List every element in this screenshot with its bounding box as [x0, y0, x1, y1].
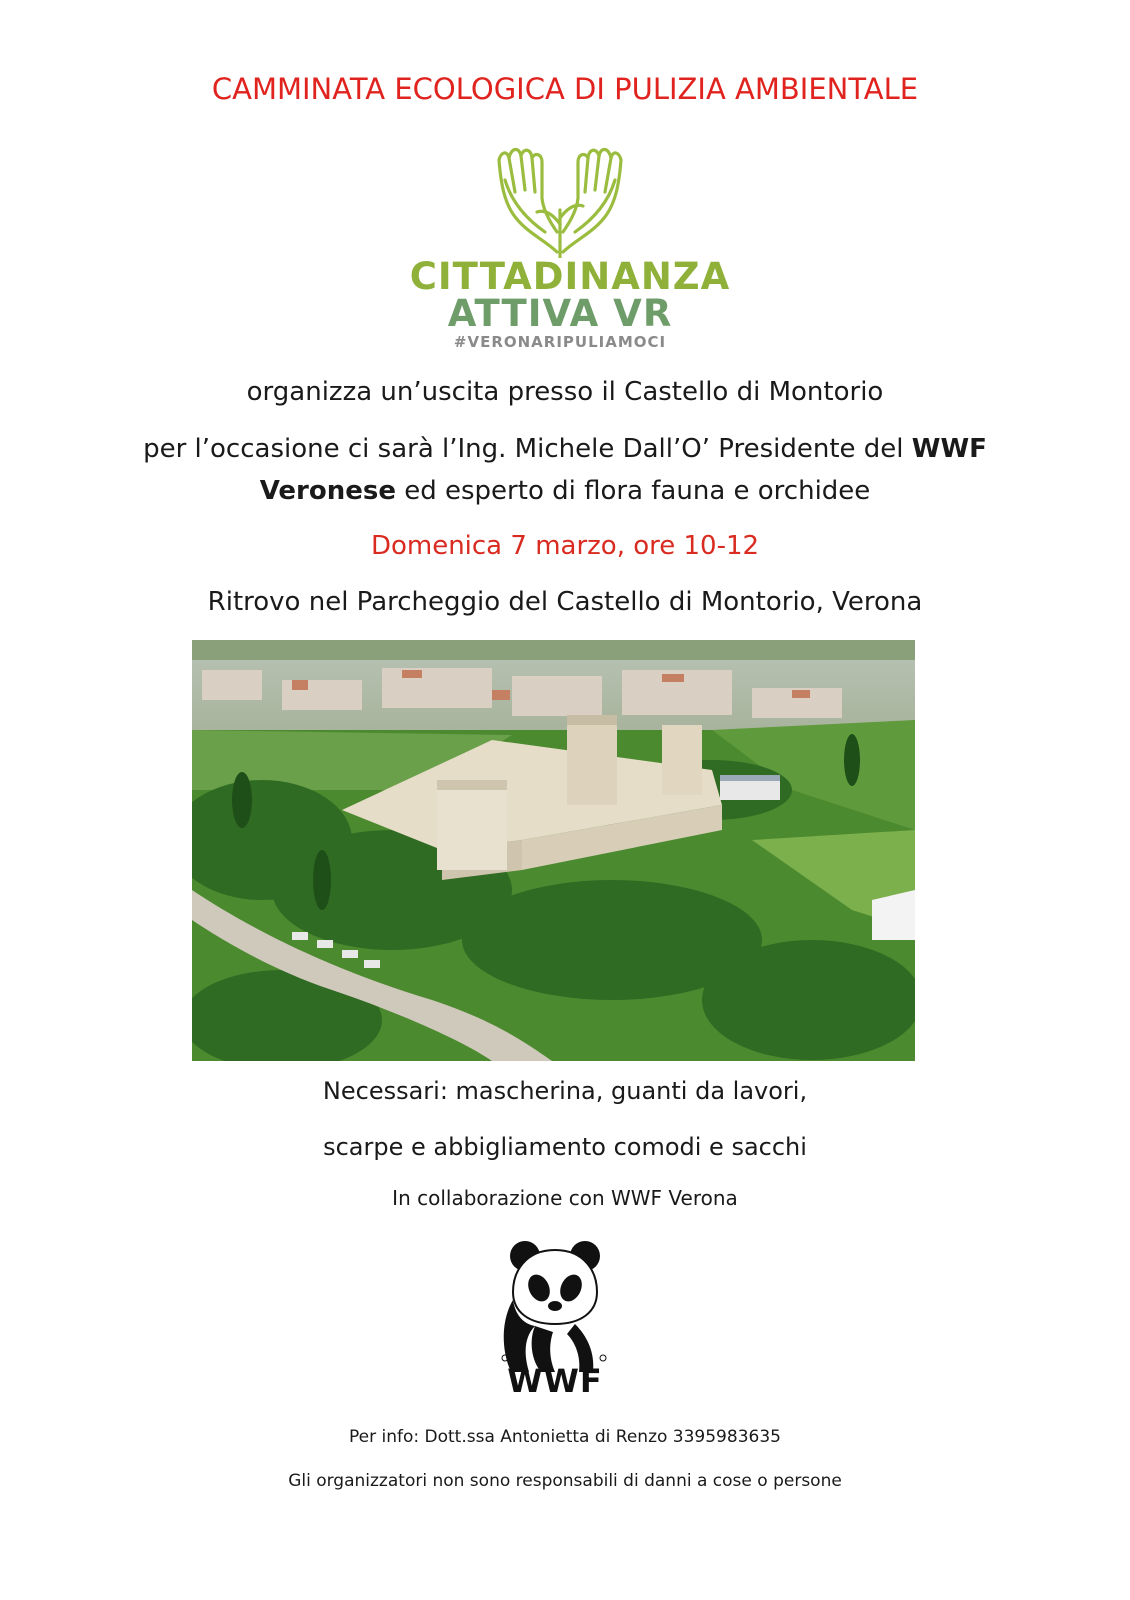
hands-plant-icon: [495, 140, 625, 258]
needs-line1: Necessari: mascherina, guanti da lavori,: [322, 1077, 808, 1105]
cittadinanza-attiva-logo: [400, 140, 740, 360]
guest-text-line2: [0, 476, 1130, 506]
guest-text-line1: [0, 434, 1130, 464]
logo-line2: ATTIVA VR: [447, 292, 673, 335]
needs-line2: scarpe e abbigliamento comodi e sacchi: [323, 1133, 807, 1161]
castle-aerial-photo: [192, 640, 915, 1061]
disclaimer: Gli organizzatori non sono responsabili di danni a cose o persone: [288, 1471, 842, 1491]
intro-text: organizza un’uscita presso il Castello di Montorio: [246, 377, 884, 407]
guest-bold-wwf: WWF: [911, 434, 987, 464]
event-title: CAMMINATA ECOLOGICA DI PULIZIA AMBIENTALE: [211, 72, 919, 106]
guest-bold-veronese: Veronese: [259, 476, 396, 506]
guest-part1: per l’occasione ci sarà l’Ing. Michele Dall’O’ Presidente del: [143, 434, 912, 464]
wwf-logo-text: WWF: [507, 1362, 603, 1400]
guest-part2: ed esperto di flora fauna e orchidee: [395, 476, 871, 506]
logo-hashtag: #VERONARIPULIAMOCI: [453, 333, 667, 351]
event-date: Domenica 7 marzo, ore 10-12: [370, 531, 760, 561]
collaboration-text: In collaborazione con WWF Verona: [392, 1186, 738, 1210]
logo-line1: CITTADINANZA: [409, 255, 731, 298]
meeting-point: Ritrovo nel Parcheggio del Castello di Montorio, Verona: [207, 587, 923, 617]
wwf-logo: [495, 1240, 615, 1400]
info-contact: Per info: Dott.ssa Antonietta di Renzo 3395983635: [349, 1427, 781, 1447]
